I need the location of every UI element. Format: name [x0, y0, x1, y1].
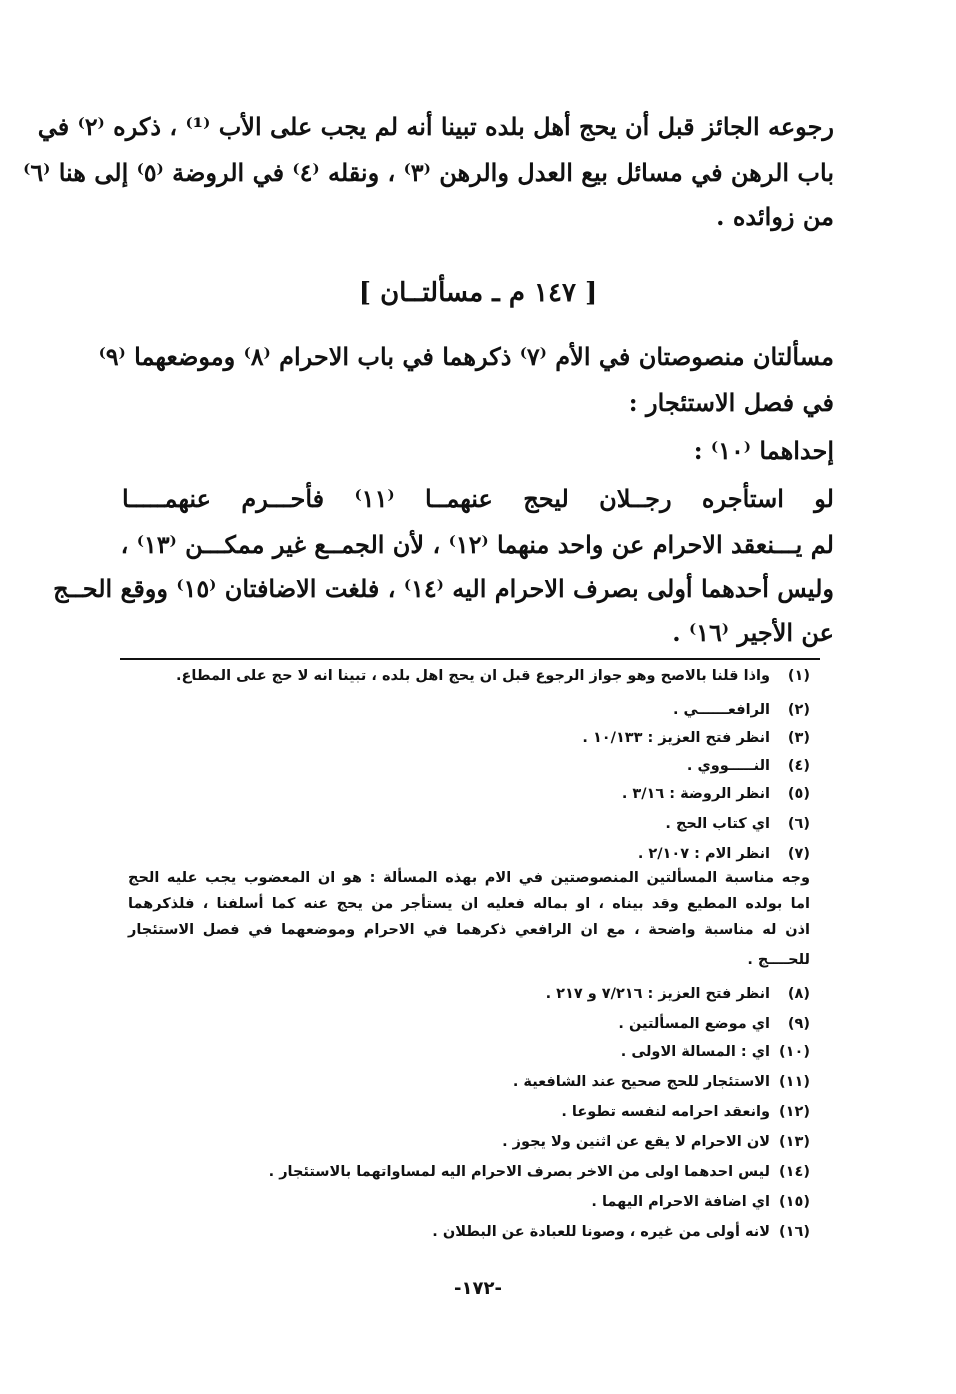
footnote [546, 984, 810, 1004]
footnote [622, 784, 810, 804]
footnote [561, 1102, 810, 1122]
footnote-text: وانعقد احرامه لنفسه تطوعا . [561, 1104, 770, 1120]
body-line: من زوائده . [716, 202, 834, 231]
footnote-text: اي اضافة الاحرام اليهما . [591, 1194, 770, 1210]
footnote [269, 1162, 810, 1182]
footnote-continuation: وجه مناسبة المسألتين المنصوصتين في الام بهذه المسألة : هو ان المعضوب يجب عليه الحج [128, 870, 810, 886]
footnote [673, 700, 810, 720]
footnote-text: انظر الروضة : ٣/١٦ . [621, 786, 770, 802]
footnote-number: (٣) [787, 730, 810, 746]
footnote-text: انظر فتح العزيز : ٧/٢١٦ و ٢١٧ . [545, 986, 770, 1002]
footnote-text: النـــــووي . [686, 758, 770, 774]
footnote-number: (٦) [787, 816, 810, 832]
footnote [621, 1042, 810, 1062]
footnote-text: الاستئجار للحج صحيح عند الشافعية . [512, 1074, 770, 1090]
footnote-number: (١) [787, 668, 810, 684]
footnote [591, 1192, 810, 1212]
body-line: لو استأجره رجــلان ليحج عنهمــا ⁽١١⁾ فأحـــرم عنهمـــــا [122, 484, 834, 513]
footnote [502, 1132, 810, 1152]
footnote-number: (١٣) [779, 1134, 810, 1150]
page-number: -١٧٢- [454, 1278, 502, 1299]
footnote-number: (٨) [787, 986, 810, 1002]
footnote-number: (١٦) [779, 1224, 810, 1240]
footnote [618, 1014, 810, 1034]
footnote-continuation: للحــــج . [747, 952, 810, 968]
section-heading: [ ١٤٧ م ـ مسألتــان ] [358, 278, 598, 308]
footnote-number: (٥) [787, 786, 810, 802]
footnote-number: (٩) [787, 1016, 810, 1032]
footnote [582, 728, 810, 748]
body-line: لم يـــنعقد الاحرام عن واحد منهما ⁽١٢⁾ ، لأن الجمــع غير ممكـــن ⁽١٣⁾ ، [120, 530, 834, 559]
footnote [665, 814, 810, 834]
footnote-text: اي : المسالة الاولى . [620, 1044, 770, 1060]
footnote-text: لانه أولى من غيره ، وصونا للعبادة عن البطلان . [432, 1224, 770, 1240]
body-line: مسألتان منصوصتان في الأم ⁽٧⁾ ذكرهما في باب الاحرام ⁽٨⁾ وموضعهما ⁽٩⁾ [98, 342, 834, 371]
footnote-number: (٤) [787, 758, 810, 774]
footnote-number: (١٥) [779, 1194, 810, 1210]
body-line: في فصل الاستئجار : [628, 388, 834, 417]
footnote-text: انظر فتح العزيز : ١٠/١٣٣ . [582, 730, 770, 746]
subheading-first: إحداهما ⁽١٠⁾ : [693, 436, 834, 465]
footnote-text: انظر الام : ٢/١٠٧ . [637, 846, 770, 862]
footnote-text: واذا قلنا بالاصح وهو جواز الرجوع قبل ان يحج اهل بلده ، تبينا انه لا حج على المطاع. [175, 668, 770, 684]
footnote-continuation: اذن له مناسبة واضحة ، مع ان الرافعي ذكرهما في الاحرام وموضعهما في فصل الاستئجار [128, 922, 810, 938]
footnote-text: اي موضع المسألتين . [618, 1016, 770, 1032]
footnote [638, 844, 810, 864]
footnote-number: (١١) [779, 1074, 810, 1090]
body-line: رجوعه الجائز قبل أن يحج أهل بلده تبينا أنه لم يجب على الأب ⁽¹⁾ ، ذكره ⁽٢⁾ في [37, 112, 834, 141]
footnote-text: لان الاحرام لا يقع عن اثنين ولا يجوز . [502, 1134, 770, 1150]
footnote [432, 1222, 810, 1242]
body-line: وليس أحدهما أولى بصرف الاحرام اليه ⁽١٤⁾ ، فلغت الاضافتان ⁽١٥⁾ ووقع الحــج [53, 574, 834, 603]
footnote-text: ليس احدهما اولى من الاخر بصرف الاحرام اليه لمساواتهما بالاستئجار . [268, 1164, 770, 1180]
footnote-continuation: اما بولده المطيع وقد بيناه ، او بماله فعليه ان يستأجر من يحج عنه كما أسلفنا ، فلذكرهما [128, 896, 810, 912]
footnote-number: (١٠) [779, 1044, 810, 1060]
body-line: باب الرهن في مسائل بيع العدل والرهن ⁽٣⁾ ، ونقله ⁽٤⁾ في الروضة ⁽٥⁾ إلى هنا ⁽٦⁾ [23, 158, 834, 187]
footnote [687, 756, 810, 776]
footnote [176, 666, 810, 686]
footnote-text: الرافعــــــي . [672, 702, 770, 718]
footnote-number: (٧) [787, 846, 810, 862]
footnote-text: اي كتاب الحج . [665, 816, 770, 832]
footnote-number: (١٢) [779, 1104, 810, 1120]
footnote [513, 1072, 810, 1092]
body-line: عن الأجير ⁽١٦⁾ . [672, 618, 834, 647]
footnote-number: (١٤) [779, 1164, 810, 1180]
footnote-separator [120, 658, 820, 660]
footnote-number: (٢) [787, 702, 810, 718]
